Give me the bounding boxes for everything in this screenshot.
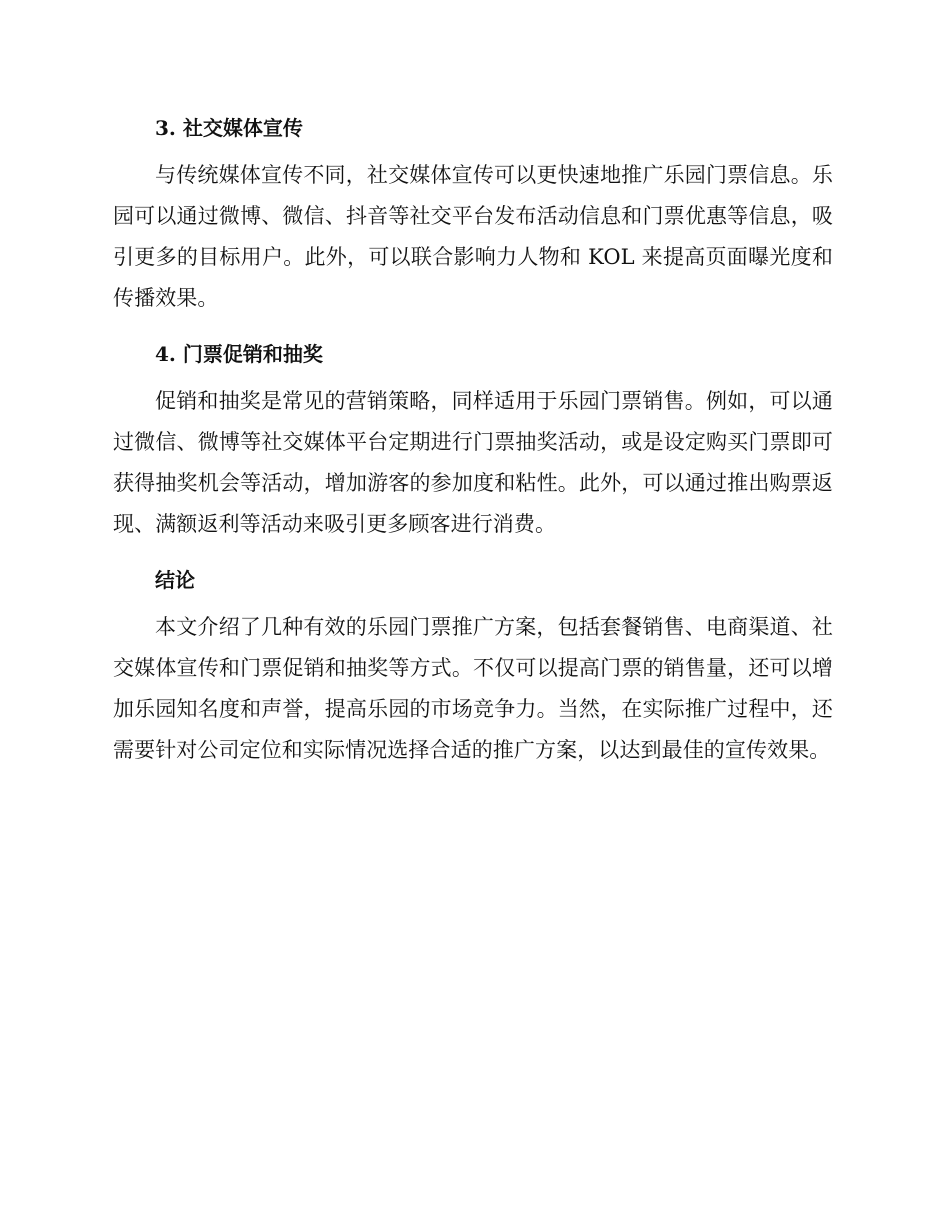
section-heading: 3. 社交媒体宣传 xyxy=(155,116,303,140)
section-heading: 结论 xyxy=(155,568,195,592)
section-paragraph: 与传统媒体宣传不同，社交媒体宣传可以更快速地推广乐园门票信息。乐园可以通过微博、微信、抖音等社交平台发布活动信息和门票优惠等信息，吸引更多的目标用户。此外，可以联合影响力人物和 KOL 来提高页面曝光度和传播效果。 xyxy=(113,163,833,310)
section-social-media xyxy=(113,108,833,319)
section-heading: 4. 门票促销和抽奖 xyxy=(155,342,323,366)
section-conclusion xyxy=(113,560,833,771)
section-ticket-promotion xyxy=(113,334,833,545)
section-paragraph: 本文介绍了几种有效的乐园门票推广方案，包括套餐销售、电商渠道、社交媒体宣传和门票促销和抽奖等方式。不仅可以提高门票的销售量，还可以增加乐园知名度和声誉，提高乐园的市场竞争力。当然，在实际推广过程中，还需要针对公司定位和实际情况选择合适的推广方案，以达到最佳的宣传效果。 xyxy=(113,615,833,762)
document-body xyxy=(113,108,833,771)
section-paragraph: 促销和抽奖是常见的营销策略，同样适用于乐园门票销售。例如，可以通过微信、微博等社交媒体平台定期进行门票抽奖活动，或是设定购买门票即可获得抽奖机会等活动，增加游客的参加度和粘性。此外，可以通过推出购票返现、满额返利等活动来吸引更多顾客进行消费。 xyxy=(113,389,833,536)
